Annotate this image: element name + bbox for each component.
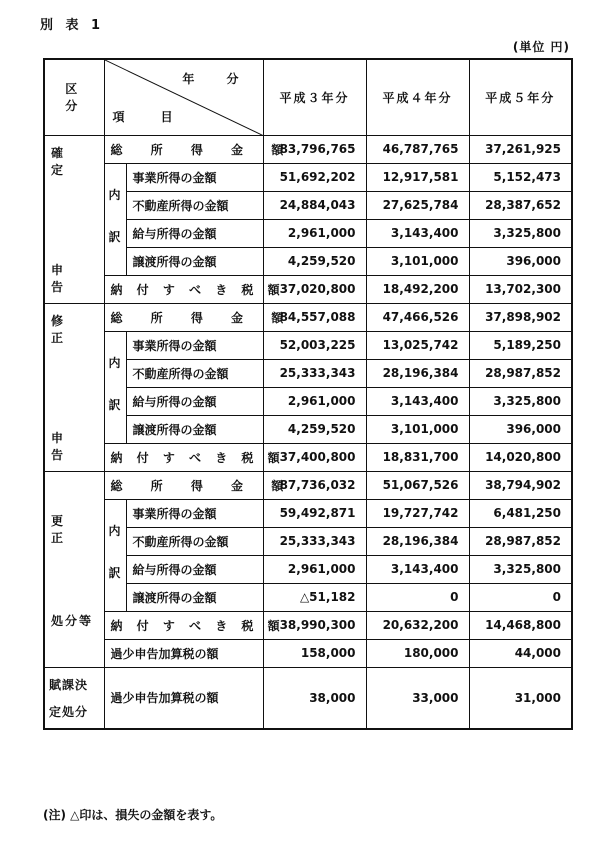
cell-value: 59,492,871 [263, 499, 366, 527]
row-label-total: 総 所 得 金 額 [104, 471, 263, 499]
cell-value: 33,000 [366, 667, 469, 729]
cell-value: 28,196,384 [366, 527, 469, 555]
cell-value: 28,196,384 [366, 359, 469, 387]
cell-value: 19,727,742 [366, 499, 469, 527]
cell-value: 0 [366, 583, 469, 611]
section-label-bottom: 申 告 [51, 262, 74, 294]
table-row [44, 275, 572, 303]
cell-value: 0 [469, 583, 572, 611]
header-koumoku: 項 目 [112, 109, 189, 124]
cell-value: △51,182 [263, 583, 366, 611]
row-label-tax: 納 付 す べ き 税 額 [104, 275, 263, 303]
section-label-top: 更 正 [51, 513, 74, 545]
header-kubun: 区 分 [44, 59, 104, 135]
row-label-business: 事業所得の金額 [126, 499, 263, 527]
cell-value: 12,917,581 [366, 163, 469, 191]
uchi-label: 内 [108, 523, 121, 538]
row-label-transfer: 譲渡所得の金額 [126, 583, 263, 611]
cell-value: 25,333,343 [263, 527, 366, 555]
cell-value: 20,632,200 [366, 611, 469, 639]
header-year-h3: 平成３年分 [263, 59, 366, 135]
breakdown-label [104, 163, 126, 275]
cell-value: 18,831,700 [366, 443, 469, 471]
table-row [44, 639, 572, 667]
section-kakutei [44, 135, 104, 303]
unit-label: (単位 円) [512, 40, 570, 54]
breakdown-label [104, 331, 126, 443]
cell-value: 37,400,800 [263, 443, 366, 471]
row-label-salary: 給与所得の金額 [126, 219, 263, 247]
row-label-realestate: 不動産所得の金額 [126, 191, 263, 219]
row-label-transfer: 譲渡所得の金額 [126, 247, 263, 275]
row-label-business: 事業所得の金額 [126, 163, 263, 191]
header-year-h5: 平成５年分 [469, 59, 572, 135]
cell-value: 3,325,800 [469, 219, 572, 247]
cell-value: 27,625,784 [366, 191, 469, 219]
cell-value: 84,557,088 [263, 303, 366, 331]
cell-value: 3,143,400 [366, 387, 469, 415]
cell-value: 83,796,765 [263, 135, 366, 163]
cell-value: 46,787,765 [366, 135, 469, 163]
table-title: 別 表 1 [40, 18, 105, 33]
table-row [44, 135, 572, 163]
cell-value: 6,481,250 [469, 499, 572, 527]
row-label-tax: 納 付 す べ き 税 額 [104, 443, 263, 471]
cell-value: 3,101,000 [366, 415, 469, 443]
section-shusei [44, 303, 104, 471]
row-label-business: 事業所得の金額 [126, 331, 263, 359]
cell-value: 4,259,520 [263, 415, 366, 443]
table-row [44, 163, 572, 191]
cell-value: 37,020,800 [263, 275, 366, 303]
section-fuka [44, 667, 104, 729]
cell-value: 31,000 [469, 667, 572, 729]
cell-value: 18,492,200 [366, 275, 469, 303]
cell-value: 87,736,032 [263, 471, 366, 499]
section-label-bottom: 処分等 [51, 613, 94, 628]
header-row [44, 59, 572, 135]
wake-label: 訳 [108, 397, 121, 412]
row-label-salary: 給与所得の金額 [126, 555, 263, 583]
row-label-transfer: 譲渡所得の金額 [126, 415, 263, 443]
row-label-salary: 給与所得の金額 [126, 387, 263, 415]
cell-value: 396,000 [469, 247, 572, 275]
cell-value: 3,143,400 [366, 219, 469, 247]
cell-value: 4,259,520 [263, 247, 366, 275]
cell-value: 38,990,300 [263, 611, 366, 639]
uchi-label: 内 [108, 355, 121, 370]
footnote: (注) △印は、損失の金額を表す。 [43, 808, 223, 822]
section-kousei [44, 471, 104, 667]
header-year-h4: 平成４年分 [366, 59, 469, 135]
cell-value: 3,143,400 [366, 555, 469, 583]
cell-value: 37,898,902 [469, 303, 572, 331]
header-nen: 年 分 [182, 72, 253, 86]
cell-value: 3,325,800 [469, 387, 572, 415]
cell-value: 3,101,000 [366, 247, 469, 275]
cell-value: 2,961,000 [263, 387, 366, 415]
cell-value: 51,692,202 [263, 163, 366, 191]
cell-value: 24,884,043 [263, 191, 366, 219]
row-label-tax: 納 付 す べ き 税 額 [104, 611, 263, 639]
header-diagonal-cell [104, 59, 263, 135]
row-label-penalty: 過少申告加算税の額 [104, 667, 263, 729]
tax-table [43, 58, 573, 730]
section-label-top: 賦課決 [49, 677, 89, 692]
cell-value: 28,987,852 [469, 359, 572, 387]
table-row [44, 667, 572, 729]
cell-value: 2,961,000 [263, 555, 366, 583]
section-label-bottom: 定処分 [49, 705, 89, 719]
table-row [44, 303, 572, 331]
cell-value: 38,794,902 [469, 471, 572, 499]
cell-value: 5,152,473 [469, 163, 572, 191]
table-row [44, 443, 572, 471]
section-label-top: 修 正 [51, 313, 74, 345]
section-label-top: 確 定 [51, 145, 74, 177]
cell-value: 51,067,526 [366, 471, 469, 499]
row-label-penalty: 過少申告加算税の額 [104, 639, 263, 667]
table-row [44, 499, 572, 527]
cell-value: 28,987,852 [469, 527, 572, 555]
table-row [44, 331, 572, 359]
cell-value: 14,020,800 [469, 443, 572, 471]
cell-value: 14,468,800 [469, 611, 572, 639]
breakdown-label [104, 499, 126, 611]
wake-label: 訳 [108, 565, 121, 580]
cell-value: 158,000 [263, 639, 366, 667]
cell-value: 5,189,250 [469, 331, 572, 359]
cell-value: 25,333,343 [263, 359, 366, 387]
cell-value: 180,000 [366, 639, 469, 667]
cell-value: 37,261,925 [469, 135, 572, 163]
cell-value: 28,387,652 [469, 191, 572, 219]
cell-value: 2,961,000 [263, 219, 366, 247]
cell-value: 47,466,526 [366, 303, 469, 331]
row-label-total: 総 所 得 金 額 [104, 135, 263, 163]
cell-value: 3,325,800 [469, 555, 572, 583]
cell-value: 13,702,300 [469, 275, 572, 303]
cell-value: 13,025,742 [366, 331, 469, 359]
wake-label: 訳 [108, 229, 121, 244]
table-row [44, 471, 572, 499]
uchi-label: 内 [108, 187, 121, 202]
cell-value: 44,000 [469, 639, 572, 667]
section-label-bottom: 申 告 [51, 430, 74, 462]
table-row [44, 611, 572, 639]
row-label-realestate: 不動産所得の金額 [126, 527, 263, 555]
row-label-total: 総 所 得 金 額 [104, 303, 263, 331]
row-label-realestate: 不動産所得の金額 [126, 359, 263, 387]
cell-value: 52,003,225 [263, 331, 366, 359]
cell-value: 396,000 [469, 415, 572, 443]
cell-value: 38,000 [263, 667, 366, 729]
